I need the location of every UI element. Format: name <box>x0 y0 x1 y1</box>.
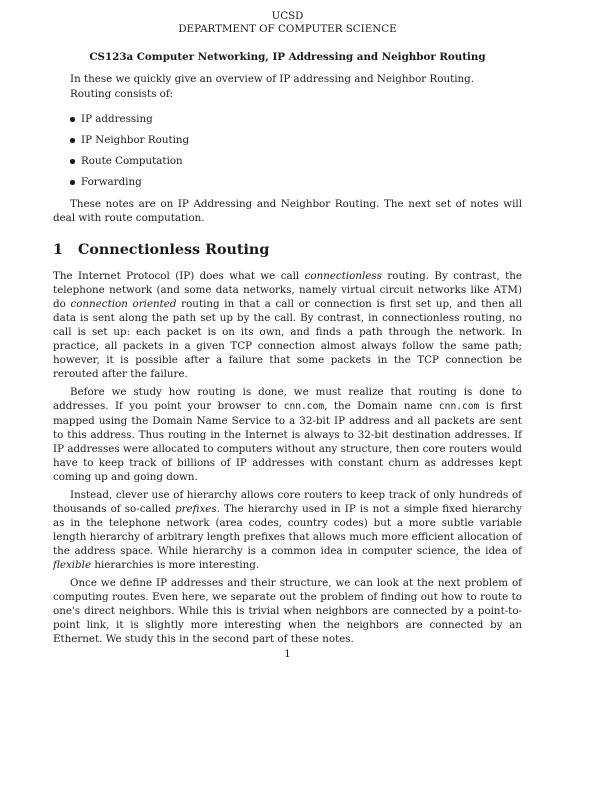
section-heading <box>53 241 522 259</box>
department-name: DEPARTMENT OF COMPUTER SCIENCE <box>178 23 397 35</box>
code-text: cnn.com <box>283 401 325 412</box>
paragraph-hierarchy <box>53 488 522 572</box>
list-item-label: Route Computation <box>81 155 183 167</box>
emphasis-text: connectionless <box>304 270 382 282</box>
list-item <box>70 154 522 175</box>
intro-line-1: In these we quickly give an overview of IP addressing and Neighbor Routing. <box>70 73 475 85</box>
paragraph-connectionless <box>53 269 522 381</box>
code-text: cnn.com <box>438 401 480 412</box>
list-item-label: IP addressing <box>81 113 153 125</box>
text-run: Instead, clever use of hierarchy allows core routers to keep track of only hundreds of thousands of so-called <box>53 489 522 515</box>
bullet-icon <box>70 138 75 143</box>
bullet-icon <box>70 159 75 164</box>
document-page <box>53 10 522 660</box>
list-item <box>70 112 522 133</box>
text-run: routing. By contrast, the telephone network (and some data networks, namely virtual circuit networks like ATM) do <box>53 270 523 310</box>
topics-list <box>53 112 522 196</box>
list-item <box>70 133 522 154</box>
section-number: 1 <box>53 242 63 258</box>
list-item <box>70 175 522 196</box>
text-run: Before we study how routing is done, we must realize that routing is done to addresses. If you point your browser to <box>53 386 522 412</box>
document-title: CS123a Computer Networking, IP Addressing and Neighbor Routing <box>89 51 486 63</box>
intro-line-2: Routing consists of: <box>70 88 174 100</box>
text-run: routing in that a call or connection is first set up, and then all data is sent along the path set up by the call. By contrast, in connectionless routing, no call is set up: each packet is on its own, and finds a path through the network. In practice, all packets in a given TCP connection almost always follow the same path; however, it is possible after a failure that some packets in the TCP connection be rerouted after the failure. <box>53 298 522 380</box>
paragraph-routes: Once we define IP addresses and their structure, we can look at the next problem of computing routes. Even here, we separate out the problem of finding out how to route to one's direct neighbors. While this is trivial when neighbors are connected by a point-to-point link, it is slightly more interesting when the neighbors are connected by an Ethernet. We study this in the second part of these notes. <box>53 577 522 645</box>
notes-paragraph: These notes are on IP Addressing and Neighbor Routing. The next set of notes will deal with route computation. <box>53 198 522 224</box>
emphasis-text: flexible <box>53 559 92 571</box>
bullet-icon <box>70 180 75 185</box>
text-run: is first mapped using the Domain Name Service to a 32-bit IP address and all packets are sent to this address. Thus routing in the Internet is always to 32-bit destination addresses. If IP addresses were allocated to computers without any structure, then core routers would have to keep track of billions of IP addresses with constant churn as addresses kept coming up and going down. <box>53 400 522 483</box>
emphasis-text: connection oriented <box>70 298 177 310</box>
section-title: Connectionless Routing <box>78 242 270 258</box>
text-run: , the Domain name <box>324 400 439 412</box>
text-run: . The hierarchy used in IP is not a simple fixed hierarchy as in the telephone network (area codes, country codes) but a more subtle variable length hierarchy of arbitrary length prefixes that allows much more efficient allocation of the address space. While hierarchy is a common idea in computer science, the idea of <box>53 503 522 557</box>
list-item-label: IP Neighbor Routing <box>81 134 190 146</box>
paragraph-addresses <box>53 385 522 484</box>
text-run: The Internet Protocol (IP) does what we call <box>53 270 305 282</box>
page-header <box>53 10 522 36</box>
text-run: hierarchies is more interesting. <box>91 559 260 571</box>
emphasis-text: prefixes <box>175 503 217 515</box>
page-number: 1 <box>284 648 291 660</box>
bullet-icon <box>70 117 75 122</box>
list-item-label: Forwarding <box>81 176 142 188</box>
institution-name: UCSD <box>271 10 304 22</box>
